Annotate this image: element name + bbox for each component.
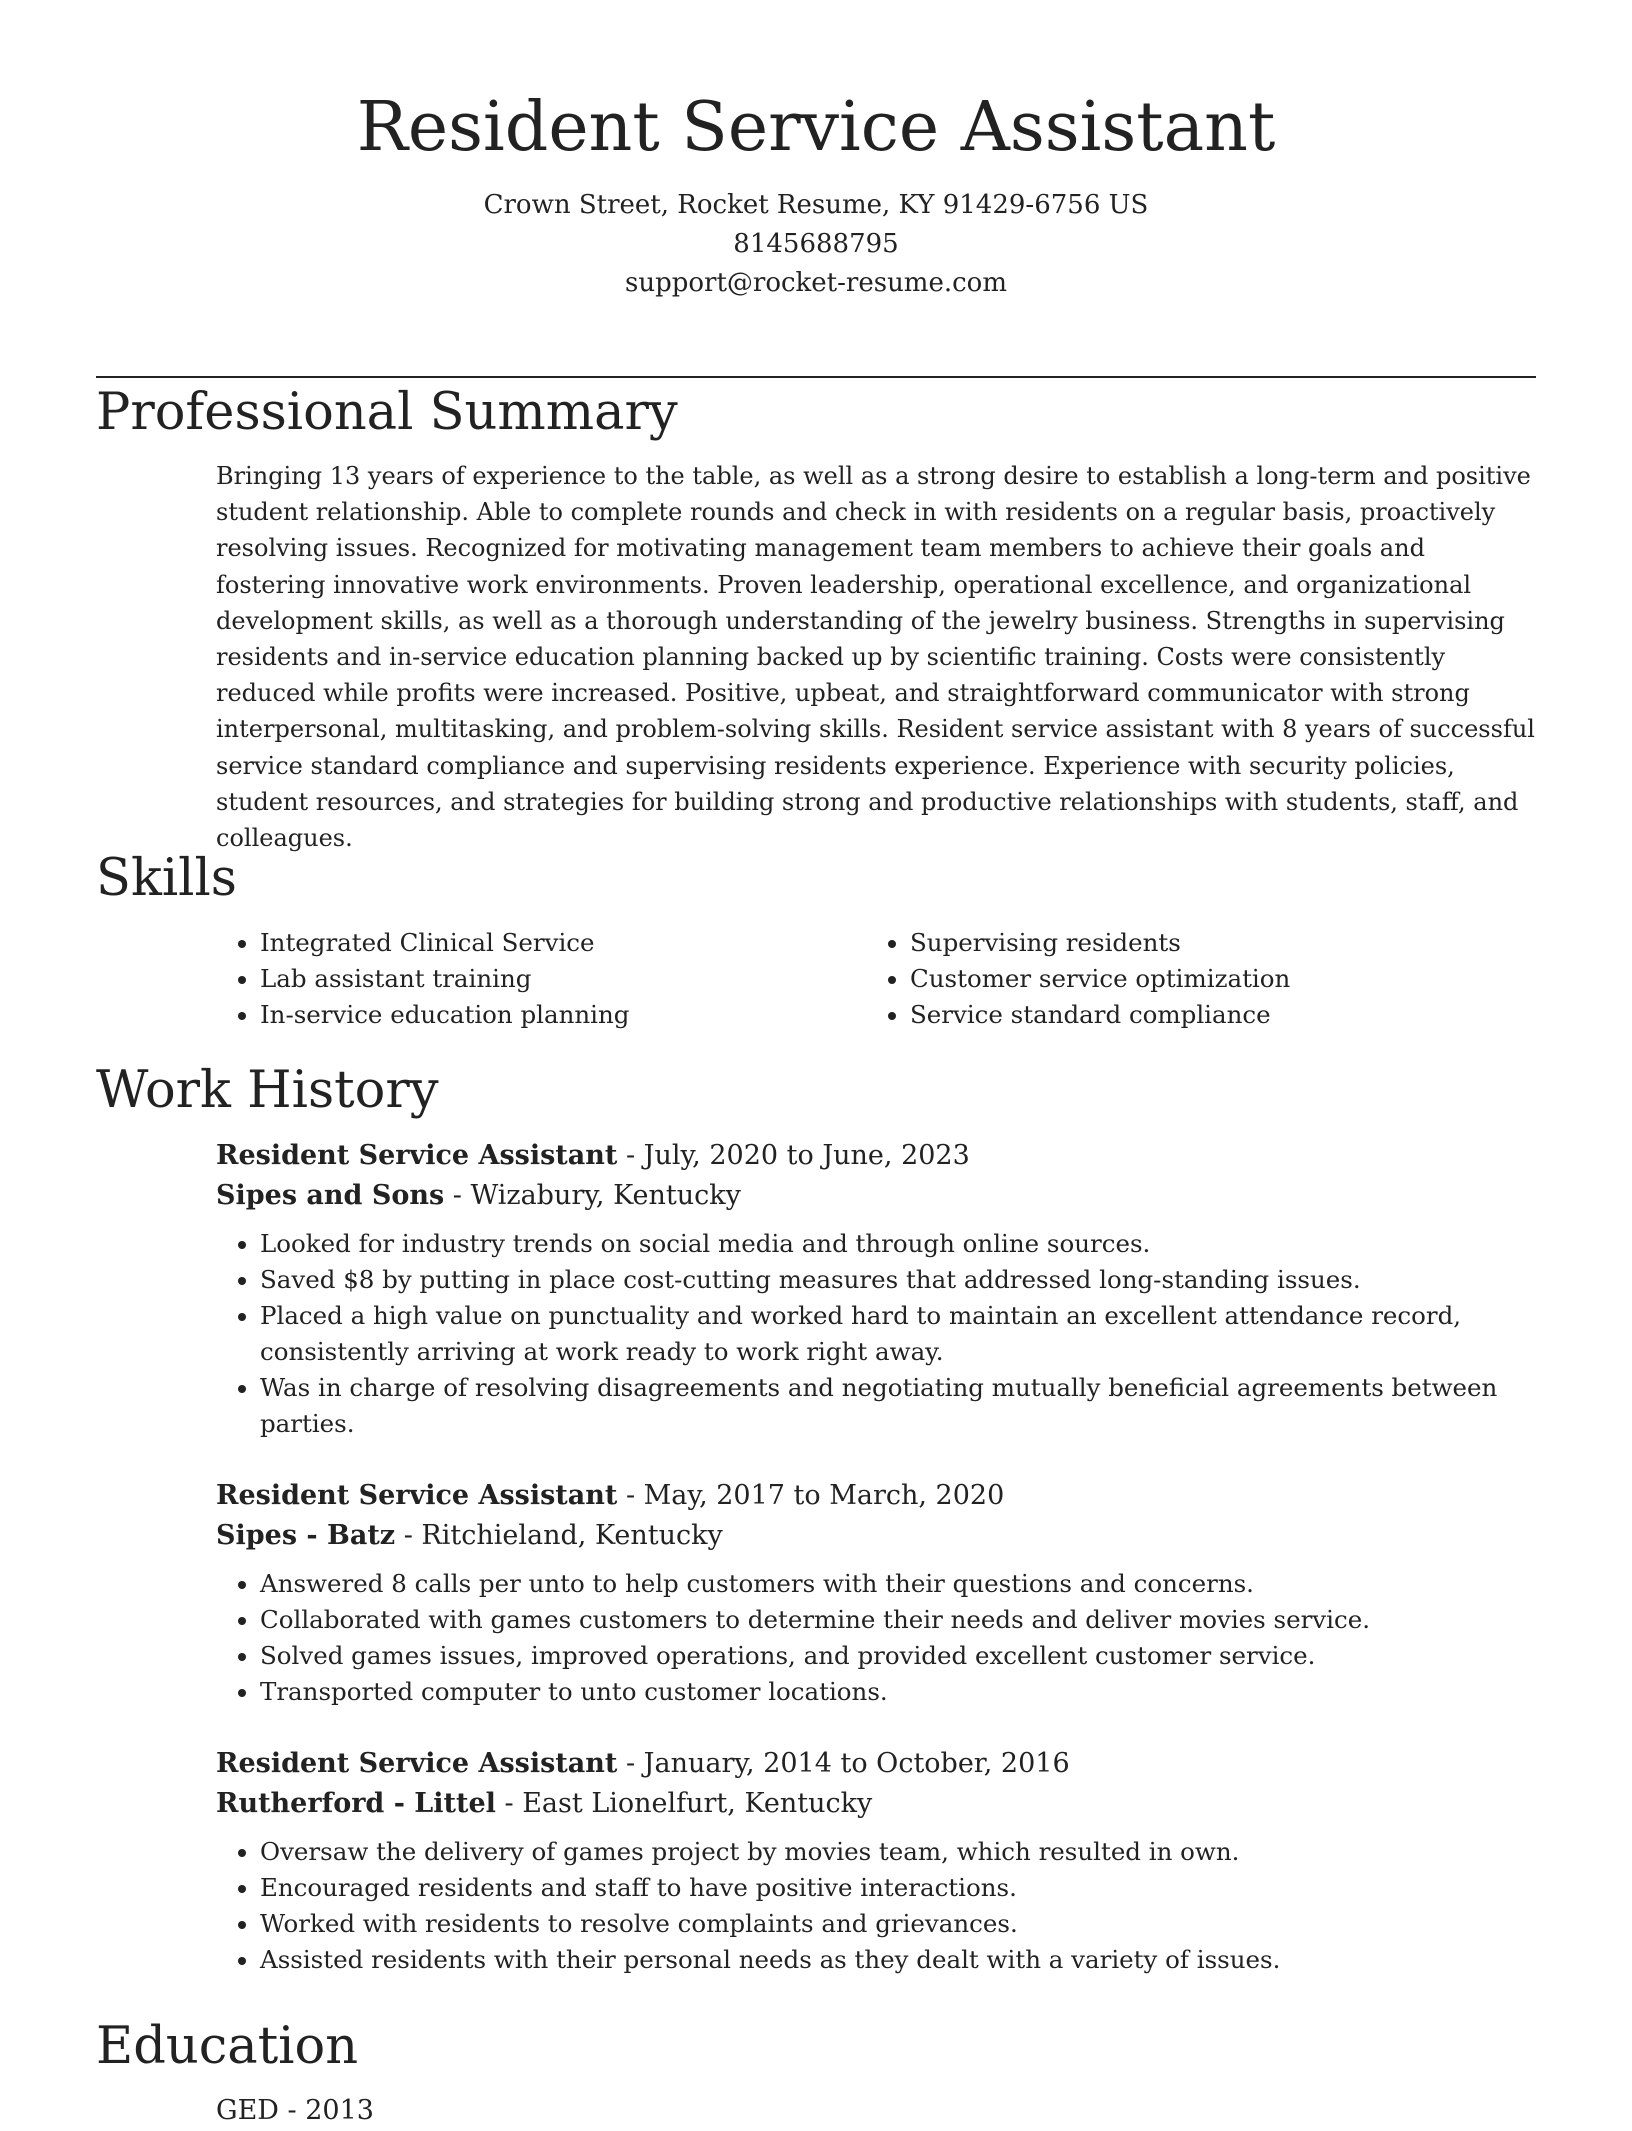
job-entry xyxy=(216,1136,1542,1442)
job-location: - East Lionelfurt, Kentucky xyxy=(495,1788,873,1819)
job-location: - Ritchieland, Kentucky xyxy=(395,1520,723,1551)
job-title-line xyxy=(216,1744,1542,1784)
job-duty: • Looked for industry trends on social media and through online sources. xyxy=(260,1226,1542,1262)
divider-rule-wrap xyxy=(96,340,1536,378)
work-history-title: Work History xyxy=(96,1061,439,1120)
summary-title: Professional Summary xyxy=(96,383,678,442)
job-duty: • Was in charge of resolving disagreements and negotiating mutually beneficial agreements between parties. xyxy=(260,1370,1542,1442)
header-divider xyxy=(96,376,1536,378)
skills-section xyxy=(96,847,1536,1033)
skill-item: • In-service education planning xyxy=(260,997,866,1033)
summary-section xyxy=(96,381,1536,856)
resume-header xyxy=(96,0,1536,303)
skills-list-right xyxy=(866,925,1516,1033)
email: support@rocket-resume.com xyxy=(624,268,1007,298)
skill-item: • Service standard compliance xyxy=(910,997,1516,1033)
job-duty: • Oversaw the delivery of games project by movies team, which resulted in own. xyxy=(260,1834,1542,1870)
job-location: - Wizabury, Kentucky xyxy=(444,1180,741,1211)
job-company-line xyxy=(216,1516,1542,1556)
job-entry xyxy=(216,1744,1542,1978)
skill-item: • Integrated Clinical Service xyxy=(260,925,866,961)
education-title: Education xyxy=(96,2017,359,2076)
skill-item: • Lab assistant training xyxy=(260,961,866,997)
phone: 8145688795 xyxy=(733,229,899,259)
skill-item: • Customer service optimization xyxy=(910,961,1516,997)
resume-page xyxy=(96,0,1536,2126)
job-duty: • Assisted residents with their personal needs as they dealt with a variety of issues. xyxy=(260,1942,1542,1978)
education-section xyxy=(96,2015,1536,2131)
skills-title: Skills xyxy=(96,849,237,908)
job-duties xyxy=(216,1834,1542,1978)
job-company: Sipes - Batz xyxy=(216,1520,396,1551)
job-duty: • Collaborated with games customers to determine their needs and deliver movies service. xyxy=(260,1602,1542,1638)
job-duty: • Worked with residents to resolve complaints and grievances. xyxy=(260,1906,1542,1942)
summary-text: Bringing 13 years of experience to the table, as well as a strong desire to establish a long-term and positive student relationship. Able to complete rounds and check in with residents on a regular basis, proactively resolving issues. Recognized for motivating management team members to achieve their goals and fostering innovative work environments. Proven leadership, operational excellence, and organizational development skills, as well as a thorough understanding of the jewelry business. Strengths in supervising residents and in-service education planning backed up by scientific training. Costs were consistently reduced while profits were increased. Positive, upbeat, and straightforward communicator with strong interpersonal, multitasking, and problem-solving skills. Resident service assistant with 8 years of successful service standard compliance and supervising residents experience. Experience with security policies, student resources, and strategies for building strong and productive relationships with students, staff, and colleagues. xyxy=(216,462,1535,853)
job-dates: - January, 2014 to October, 2016 xyxy=(617,1748,1070,1779)
skills-grid xyxy=(216,925,1542,1033)
job-entry xyxy=(216,1476,1542,1710)
job-title-line xyxy=(216,1136,1542,1176)
jobs-list xyxy=(216,1136,1542,1978)
address: Crown Street, Rocket Resume, KY 91429-6756 US xyxy=(483,190,1149,220)
job-dates: - July, 2020 to June, 2023 xyxy=(617,1140,970,1171)
job-duty: • Placed a high value on punctuality and worked hard to maintain an excellent attendance record, consistently arriving at work ready to work right away. xyxy=(260,1298,1542,1370)
job-role: Resident Service Assistant xyxy=(216,1748,618,1779)
job-company: Rutherford - Littel xyxy=(216,1788,496,1819)
job-company-line xyxy=(216,1176,1542,1216)
education-entry: GED - 2013 xyxy=(216,2095,374,2126)
job-duties xyxy=(216,1566,1542,1710)
job-duty: • Transported computer to unto customer locations. xyxy=(260,1674,1542,1710)
job-dates: - May, 2017 to March, 2020 xyxy=(617,1480,1005,1511)
job-duty: • Encouraged residents and staff to have positive interactions. xyxy=(260,1870,1542,1906)
job-title-line xyxy=(216,1476,1542,1516)
job-role: Resident Service Assistant xyxy=(216,1480,618,1511)
job-duty: • Answered 8 calls per unto to help customers with their questions and concerns. xyxy=(260,1566,1542,1602)
job-company-line xyxy=(216,1784,1542,1824)
skills-list-left xyxy=(216,925,866,1033)
job-role: Resident Service Assistant xyxy=(216,1140,618,1171)
job-duty: • Solved games issues, improved operations, and provided excellent customer service. xyxy=(260,1638,1542,1674)
job-duty: • Saved $8 by putting in place cost-cutting measures that addressed long-standing issues. xyxy=(260,1262,1542,1298)
candidate-name: Resident Service Assistant xyxy=(356,88,1276,167)
skill-item: • Supervising residents xyxy=(910,925,1516,961)
work-history-section xyxy=(96,1059,1536,2012)
contact-block xyxy=(96,186,1536,303)
job-company: Sipes and Sons xyxy=(216,1180,445,1211)
job-duties xyxy=(216,1226,1542,1442)
